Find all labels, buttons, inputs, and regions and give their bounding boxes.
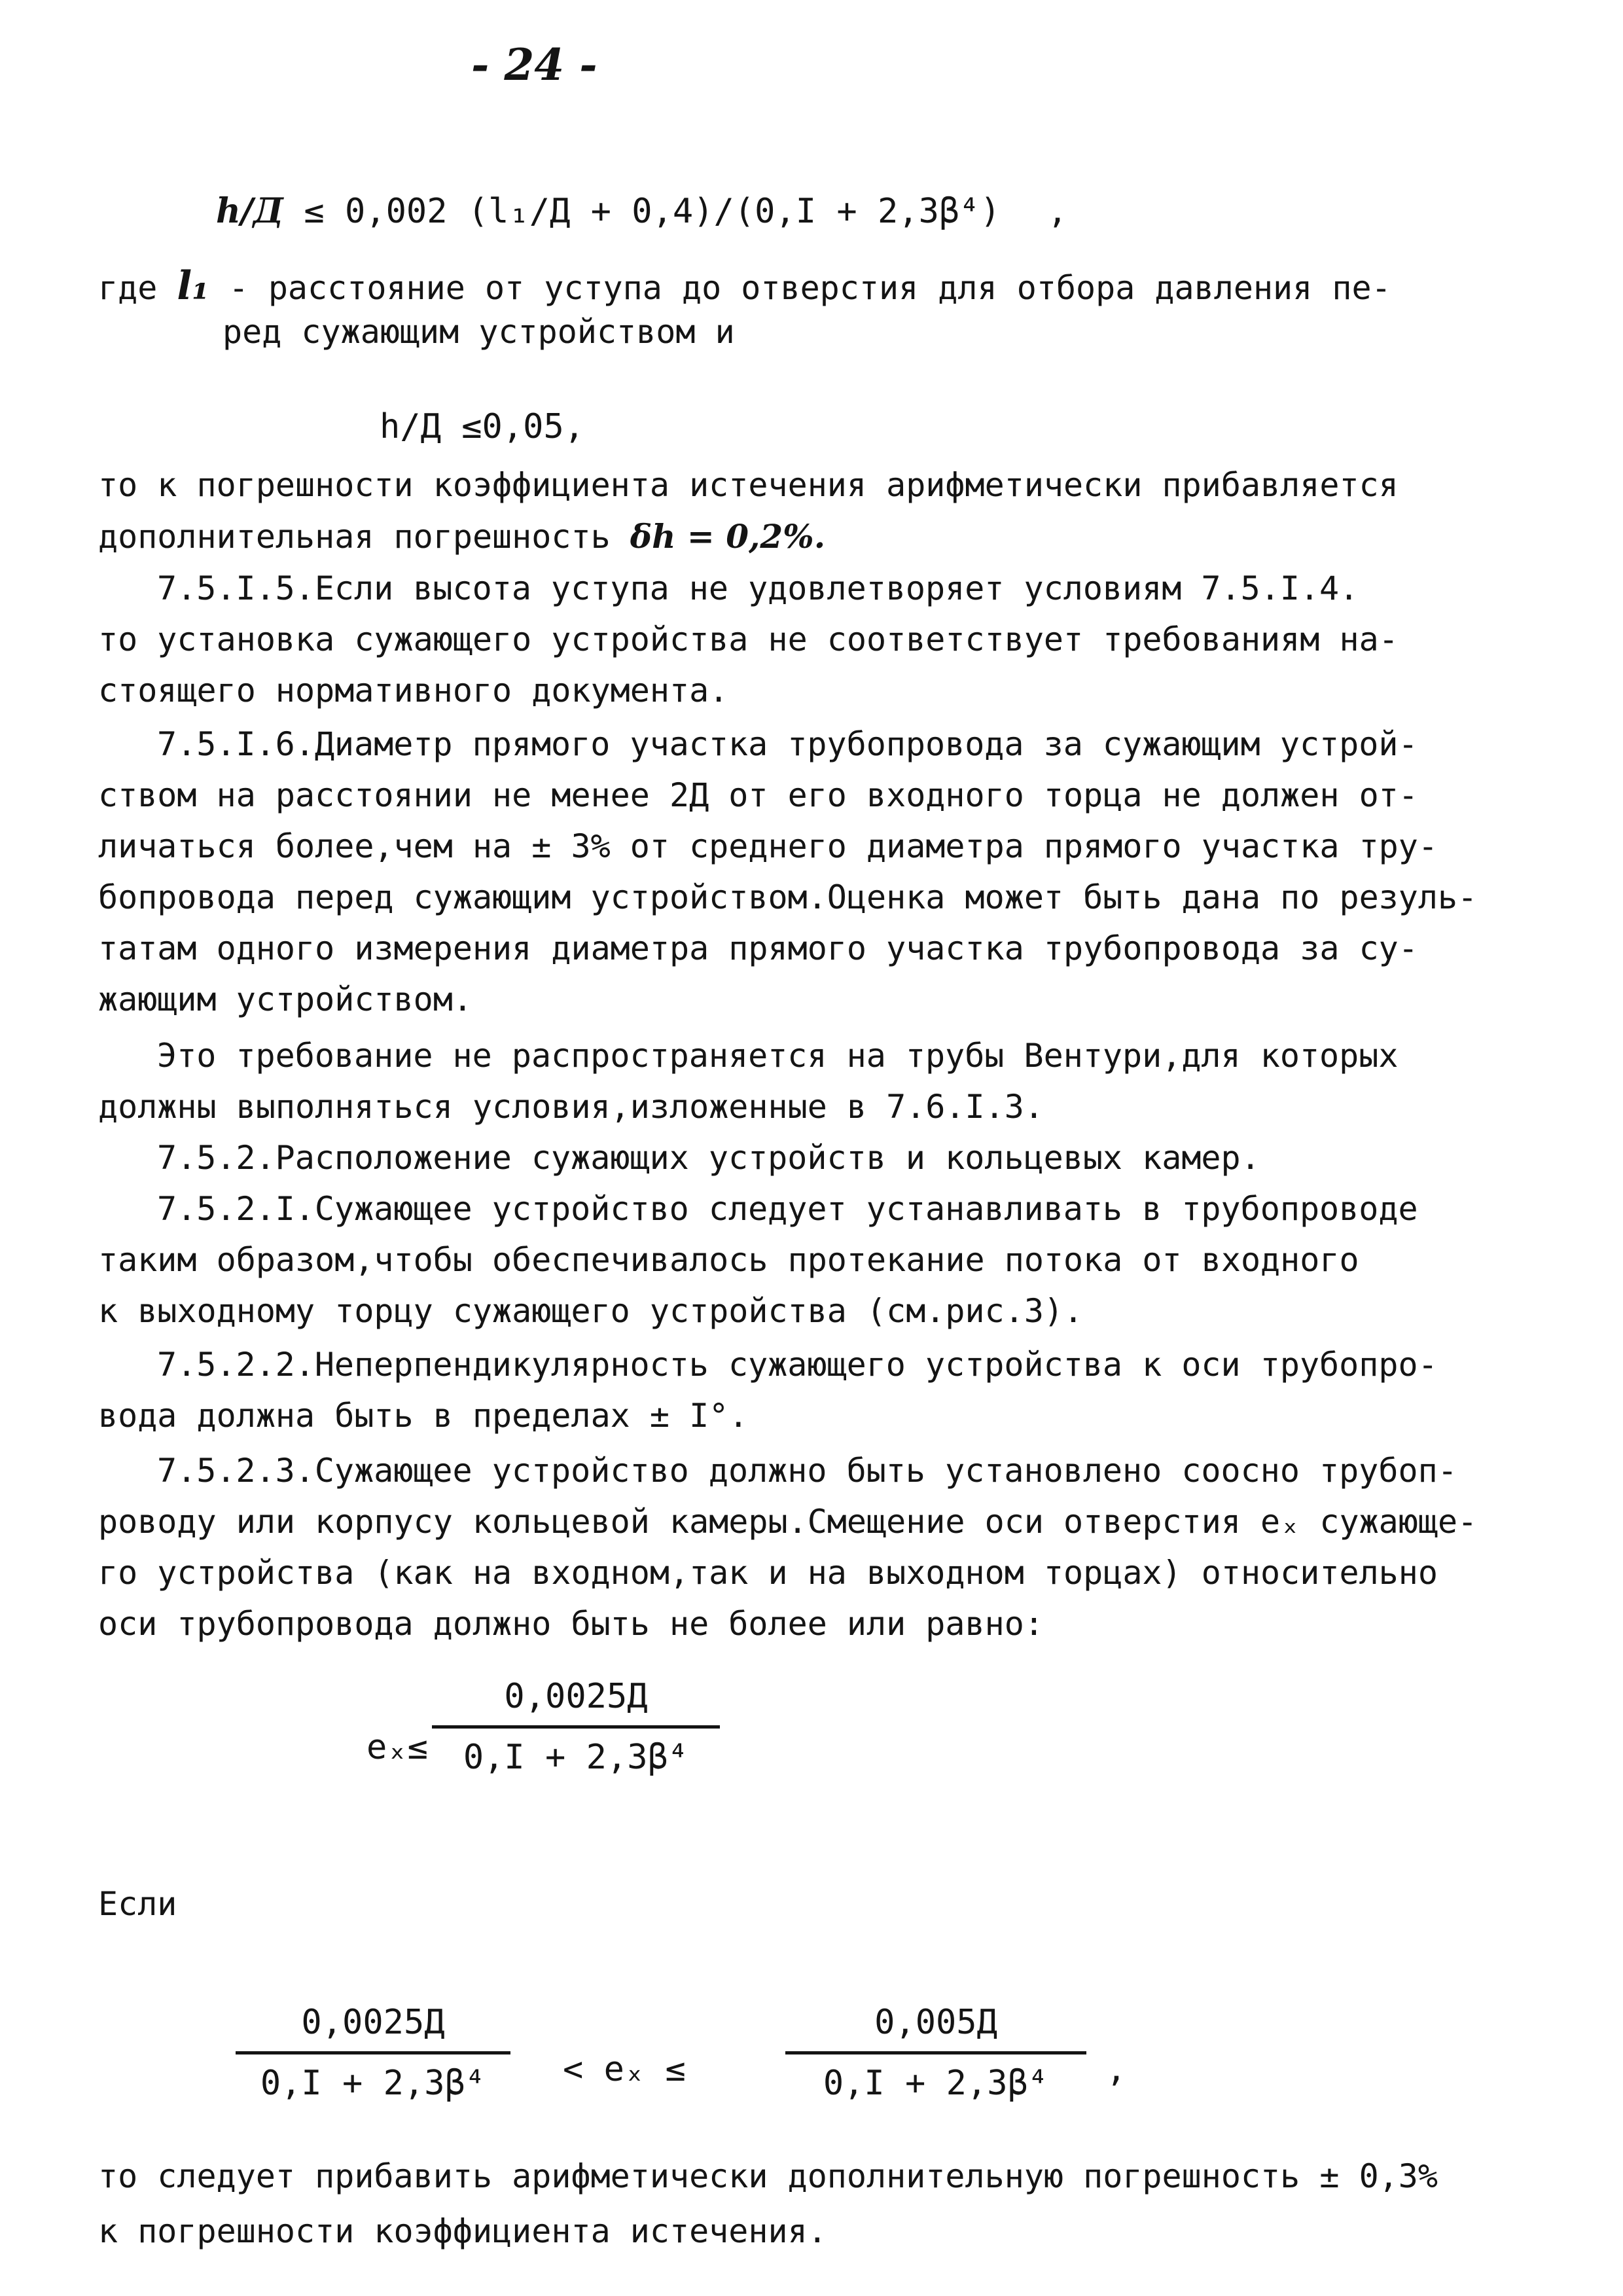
formula4-right-fraction <box>785 2003 1086 2103</box>
conclusion-value: ± 0,3% <box>1319 2157 1438 2195</box>
section-7-5-1-5-line-2: то установка сужающего устройства не соответствует требованиям на- <box>98 620 1399 658</box>
section-7-5-2-3-line-2: роводу или корпусу кольцевой камеры.Смещение оси отверстия eₓ сужающе- <box>98 1503 1478 1541</box>
section-7-5-2-2-line-2: вода должна быть в пределах ± I°. <box>98 1397 749 1435</box>
error-paragraph-line-2 <box>98 517 825 556</box>
page-number: - 24 - <box>471 39 597 90</box>
formula1-op: ≤ <box>304 192 325 231</box>
formula1-trail: , <box>1047 192 1068 231</box>
if-label: Если <box>98 1885 177 1923</box>
formula4-right-denominator: 0,I + 2,3β⁴ <box>823 2064 1049 2103</box>
where-line-1 <box>98 263 1391 309</box>
formula1-lhs: h/Д <box>216 191 284 231</box>
error-paragraph-text: дополнительная погрешность <box>98 518 611 556</box>
venturi-note-line-1: Это требование не распространяется на трубы Вентури,для которых <box>157 1037 1399 1075</box>
formula-step-ratio-limit: h/Д ≤0,05, <box>380 407 585 446</box>
conclusion-text: то следует прибавить арифметически дополнительную погрешность <box>98 2157 1300 2195</box>
formula4-right-numerator: 0,005Д <box>874 2003 997 2042</box>
section-7-5-2-3-line-1: 7.5.2.3.Сужающее устройство должно быть установлено соосно трубоп- <box>157 1452 1457 1490</box>
section-7-5-2-1-line-3: к выходному торцу сужающего устройства (см.рис.3). <box>98 1292 1084 1330</box>
section-7-5-1-5-line-1: 7.5.I.5.Если высота уступа не удовлетворяет условиям 7.5.I.4. <box>157 569 1359 607</box>
formula4-left-denominator: 0,I + 2,3β⁴ <box>260 2064 486 2103</box>
venturi-note-line-2: должны выполняться условия,изложенные в 7.6.I.3. <box>98 1088 1044 1126</box>
error-paragraph-line-1: то к погрешности коэффициента истечения арифметически прибавляется <box>98 466 1399 504</box>
section-7-5-2-3-line-4: оси трубопровода должно быть не более или равно: <box>98 1605 1044 1643</box>
section-7-5-1-6-line-6: жающим устройством. <box>98 980 473 1018</box>
where-text-1: - расстояние от уступа до отверстия для отбора давления пе- <box>228 269 1391 307</box>
section-7-5-1-5-line-3: стоящего нормативного документа. <box>98 672 729 709</box>
formula3-fraction <box>432 1677 720 1777</box>
section-7-5-2-2-line-1: 7.5.2.2.Неперпендикулярность сужающего устройства к оси трубопро- <box>157 1346 1438 1384</box>
section-7-5-1-6-line-4: бопровода перед сужающим устройством.Оценка может быть дана по резуль- <box>98 878 1478 916</box>
formula3-numerator: 0,0025Д <box>504 1677 648 1716</box>
section-7-5-1-6-line-1: 7.5.I.6.Диаметр прямого участка трубопровода за сужающим устрой- <box>157 725 1418 763</box>
section-7-5-2-1-line-1: 7.5.2.I.Сужающее устройство следует устанавливать в трубопроводе <box>157 1190 1418 1228</box>
section-7-5-1-6-line-3: личаться более,чем на ± 3% от среднего диаметра прямого участка тру- <box>98 827 1438 865</box>
formula4-trail: , <box>1106 2050 1127 2089</box>
conclusion-line-1 <box>98 2157 1438 2195</box>
formula3-lhs: eₓ≤ <box>366 1728 428 1767</box>
formula3-denominator: 0,I + 2,3β⁴ <box>463 1738 689 1777</box>
error-delta: δh = 0,2%. <box>630 517 826 556</box>
section-7-5-1-6-line-5: татам одного измерения диаметра прямого участка трубопровода за су- <box>98 929 1418 967</box>
section-7-5-1-6-line-2: ством на расстоянии не менее 2Д от его входного торца не должен от- <box>98 776 1418 814</box>
formula-step-height-limit <box>216 191 1067 231</box>
where-line-2: ред сужающим устройством и <box>223 313 735 351</box>
section-7-5-2-1-line-2: таким образом,чтобы обеспечивалось протекание потока от входного <box>98 1241 1359 1279</box>
section-7-5-2-heading: 7.5.2.Расположение сужающих устройств и кольцевых камер. <box>157 1139 1260 1177</box>
formula4-left-numerator: 0,0025Д <box>301 2003 445 2042</box>
where-label: где <box>98 269 158 307</box>
section-7-5-2-3-line-3: го устройства (как на входном,так и на выходном торцах) относительно <box>98 1554 1438 1592</box>
formula4-left-fraction <box>236 2003 510 2103</box>
formula4-middle: < eₓ ≤ <box>563 2050 686 2089</box>
where-symbol: l₁ <box>177 263 209 309</box>
conclusion-line-2: к погрешности коэффициента истечения. <box>98 2212 827 2250</box>
formula1-rhs: 0,002 (l₁/Д + 0,4)/(0,I + 2,3β⁴) <box>344 192 1001 231</box>
